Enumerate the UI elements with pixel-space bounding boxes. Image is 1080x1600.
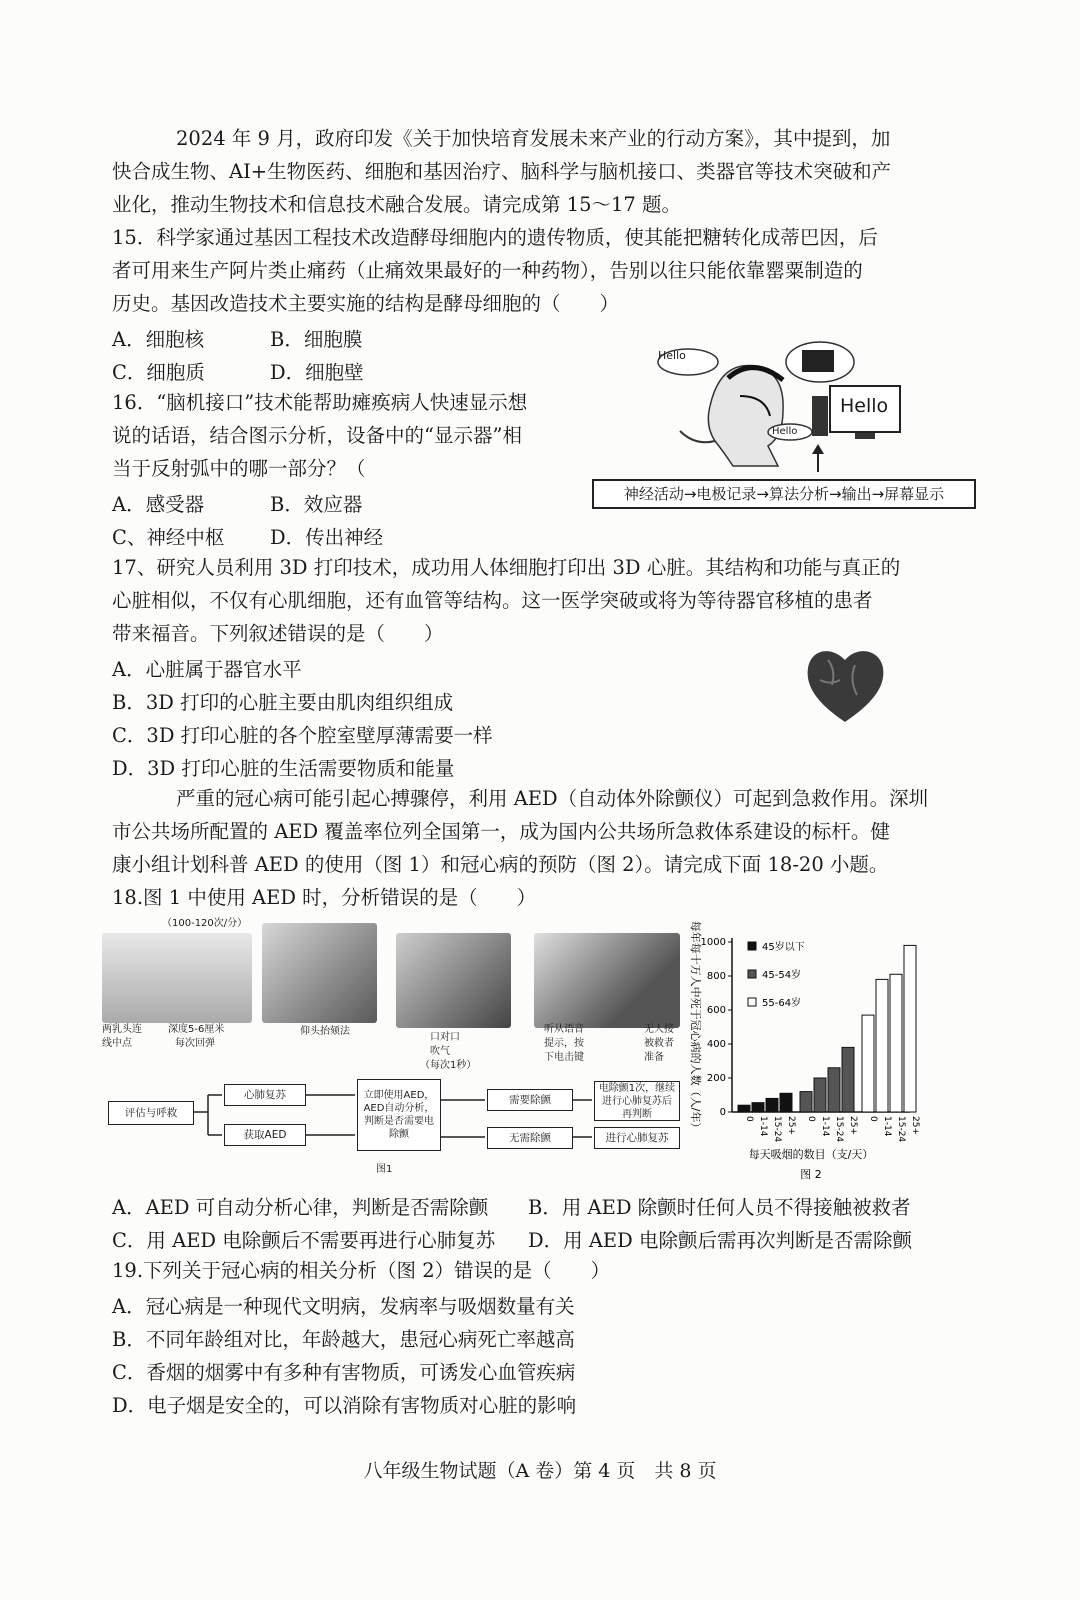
caption-nobody-2: 被救者 — [644, 1038, 674, 1049]
q16-option-b[interactable]: B．效应器 — [270, 493, 363, 516]
flow-continue-cpr: 进行心肺复苏 — [594, 1127, 680, 1149]
figure-1-aed — [100, 915, 680, 1180]
bar-0-0 — [738, 1105, 750, 1112]
flow-after-shock: 电除颤1次，继续进行心肺复苏后再判断 — [594, 1081, 680, 1121]
x-tick-label: 1-14 — [820, 1116, 830, 1137]
caption-mouth-3: （每次1秒） — [420, 1060, 477, 1071]
intro2-line-2: 市公共场所配置的 AED 覆盖率位列全国第一，成为国内公共场所急救体系建设的标杆。健 — [112, 820, 890, 843]
caption-depth: 深度5-6厘米 — [168, 1024, 225, 1035]
bar-2-0 — [862, 1015, 874, 1112]
bar-1-1 — [814, 1078, 826, 1112]
q18-option-b[interactable]: B．用 AED 除颤时任何人员不得接触被救者 — [528, 1196, 911, 1219]
q19-stem: 19.下列关于冠心病的相关分析（图 2）错误的是（ ） — [112, 1259, 611, 1282]
q17-line-3: 带来福音。下列叙述错误的是（ ） — [112, 622, 444, 645]
y-axis-label: 每年每十万人中死于冠心病的人数（人/年） — [689, 920, 702, 1134]
x-tick-label: 25+ — [910, 1116, 920, 1135]
bar-1-3 — [842, 1047, 854, 1112]
x-tick-label: 0 — [806, 1116, 816, 1122]
q19-option-d[interactable]: D．电子烟是安全的，可以消除有害物质对心脏的影响 — [112, 1394, 577, 1417]
3d-heart-image — [800, 640, 890, 730]
flow-use-aed: 立即使用AED，AED自动分析，判断是否需要电除颤 — [357, 1079, 441, 1151]
q17-line-1: 17、研究人员利用 3D 打印技术，成功用人体细胞打印出 3D 心脏。其结构和功能与真正的 — [112, 556, 901, 579]
caption-chest-point: 两乳头连 — [102, 1024, 142, 1035]
bar-0-2 — [766, 1098, 778, 1112]
y-tick-label: 800 — [706, 971, 726, 982]
page-footer: 八年级生物试题（A 卷）第 4 页 共 8 页 — [363, 1460, 717, 1482]
caption-depth-2: 每次回弹 — [175, 1038, 215, 1049]
q15-option-c[interactable]: C．细胞质 — [112, 361, 205, 384]
flow-need-shock: 需要除颤 — [487, 1089, 573, 1111]
flow-cpr: 心肺复苏 — [224, 1084, 306, 1106]
chest-compression-image — [102, 933, 252, 1023]
x-axis-label: 每天吸烟的数目（支/天） — [748, 1148, 874, 1161]
flow-get-aed: 获取AED — [224, 1124, 306, 1146]
head-tilt-image — [262, 923, 377, 1023]
x-tick-label: 25+ — [848, 1116, 858, 1135]
bar-2-1 — [876, 979, 888, 1112]
x-tick-label: 15-24 — [772, 1116, 782, 1143]
coronary-death-chart — [680, 920, 920, 1182]
intro2-line-3: 康小组计划科普 AED 的使用（图 1）和冠心病的预防（图 2）。请完成下面 18-20 小题。 — [112, 853, 889, 876]
hello-bubble-left: Hello — [658, 349, 686, 362]
y-tick-label: 200 — [706, 1073, 726, 1084]
x-tick-label: 15-24 — [896, 1116, 906, 1143]
q16-option-a[interactable]: A．感受器 — [112, 493, 205, 516]
y-tick-label: 600 — [706, 1005, 726, 1016]
q16-line-2: 说的话语，结合图示分析，设备中的“显示器”相 — [112, 424, 522, 447]
hello-screen-text: Hello — [840, 395, 889, 417]
q15-line-1: 15．科学家通过基因工程技术改造酵母细胞内的遗传物质，使其能把糖转化成蒂巴因，后 — [112, 226, 878, 249]
q15-option-a[interactable]: A．细胞核 — [112, 328, 205, 351]
caption-chest-point-2: 线中点 — [102, 1038, 132, 1049]
caption-head-tilt: 仰头抬颏法 — [300, 1026, 350, 1037]
bci-illustration — [640, 336, 980, 476]
y-tick-label: 400 — [706, 1039, 726, 1050]
flow-no-shock: 无需除颤 — [487, 1127, 573, 1149]
q17-option-a[interactable]: A．心脏属于器官水平 — [112, 658, 302, 681]
figure-2-chart — [680, 920, 920, 1182]
q18-stem: 18.图 1 中使用 AED 时，分析错误的是（ ） — [112, 886, 537, 909]
q18-option-d[interactable]: D．用 AED 电除颤后需再次判断是否需除颤 — [528, 1229, 912, 1252]
q18-option-a[interactable]: A．AED 可自动分析心律，判断是否需除颤 — [112, 1196, 489, 1219]
q16-option-c[interactable]: C、神经中枢 — [112, 526, 225, 549]
bar-1-2 — [828, 1068, 840, 1112]
x-tick-label: 25+ — [786, 1116, 796, 1135]
q16-line-3: 当于反射弧中的哪一部分？（ — [112, 457, 366, 480]
x-tick-label: 0 — [868, 1116, 878, 1122]
intro-line-3: 业化，推动生物技术和信息技术融合发展。请完成第 15～17 题。 — [112, 193, 682, 216]
intro-line-1: 2024 年 9 月，政府印发《关于加快培育发展未来产业的行动方案》，其中提到，加 — [176, 127, 891, 150]
q17-line-2: 心脏相似，不仅有心肌细胞，还有血管等结构。这一医学突破或将为等待器官移植的患者 — [112, 589, 873, 612]
bar-2-2 — [890, 974, 902, 1112]
q19-option-b[interactable]: B．不同年龄组对比，年龄越大，患冠心病死亡率越高 — [112, 1328, 575, 1351]
legend-swatch-2 — [748, 998, 756, 1006]
caption-nobody-3: 准备 — [644, 1052, 664, 1063]
hello-bubble-bottom: Hello — [772, 426, 798, 437]
caption-voice: 听从语音 — [544, 1024, 584, 1035]
x-tick-label: 15-24 — [834, 1116, 844, 1143]
legend-swatch-1 — [748, 970, 756, 978]
q15-line-3: 历史。基因改造技术主要实施的结构是酵母细胞的（ ） — [112, 292, 620, 315]
aed-device-image — [534, 933, 680, 1028]
intro-line-2: 快合成生物、AI+生物医药、细胞和基因治疗、脑科学与脑机接口、类器官等技术突破和产 — [112, 160, 892, 183]
bci-figure — [623, 336, 980, 516]
caption-nobody: 无人接 — [644, 1024, 674, 1035]
bar-0-3 — [780, 1093, 792, 1112]
q16-line-1: 16．“脑机接口”技术能帮助瘫痪病人快速显示想 — [112, 391, 528, 414]
q18-option-c[interactable]: C．用 AED 电除颤后不需要再进行心肺复苏 — [112, 1229, 496, 1252]
q17-option-b[interactable]: B．3D 打印的心脏主要由肌肉组织组成 — [112, 691, 454, 714]
x-tick-label: 1-14 — [882, 1116, 892, 1137]
x-tick-label: 1-14 — [758, 1116, 768, 1137]
q15-option-d[interactable]: D．细胞壁 — [270, 361, 364, 384]
legend-label-1: 45-54岁 — [762, 970, 802, 981]
mouth-to-mouth-image — [396, 933, 511, 1028]
q19-option-c[interactable]: C．香烟的烟雾中有多种有害物质，可诱发心血管疾病 — [112, 1361, 576, 1384]
intro2-line-1: 严重的冠心病可能引起心搏骤停，利用 AED（自动体外除颤仪）可起到急救作用。深圳 — [176, 787, 929, 810]
q17-option-d[interactable]: D．3D 打印心脏的生活需要物质和能量 — [112, 757, 455, 780]
q19-option-a[interactable]: A．冠心病是一种现代文明病，发病率与吸烟数量有关 — [112, 1295, 575, 1318]
figure-1-label: 图1 — [376, 1164, 393, 1175]
q16-option-d[interactable]: D．传出神经 — [270, 526, 384, 549]
flow-assess-breathing: 评估与呼救 — [108, 1101, 194, 1125]
bar-2-3 — [904, 945, 916, 1112]
caption-voice-3: 下电击键 — [544, 1052, 584, 1063]
legend-label-0: 45岁以下 — [762, 942, 805, 953]
caption-voice-2: 提示，按 — [544, 1038, 584, 1049]
bar-0-1 — [752, 1103, 764, 1112]
figure-2-caption: 图 2 — [800, 1168, 822, 1181]
compression-rate-label: （100-120次/分） — [162, 918, 248, 929]
q17-option-c[interactable]: C．3D 打印心脏的各个腔室壁厚薄需要一样 — [112, 724, 493, 747]
legend-swatch-0 — [748, 942, 756, 950]
caption-mouth: 口对口 — [430, 1032, 460, 1043]
q15-line-2: 者可用来生产阿片类止痛药（止痛效果最好的一种药物），告别以往只能依靠罂粟制造的 — [112, 259, 863, 282]
bci-process-flow: 神经活动→电极记录→算法分析→输出→屏幕显示 — [592, 479, 976, 509]
caption-mouth-2: 吹气 — [430, 1046, 450, 1057]
y-tick-label: 1000 — [700, 937, 726, 948]
q15-option-b[interactable]: B．细胞膜 — [270, 328, 363, 351]
x-tick-label: 0 — [744, 1116, 754, 1122]
y-tick-label: 0 — [719, 1107, 726, 1118]
bar-1-0 — [800, 1092, 812, 1112]
legend-label-2: 55-64岁 — [762, 998, 802, 1009]
